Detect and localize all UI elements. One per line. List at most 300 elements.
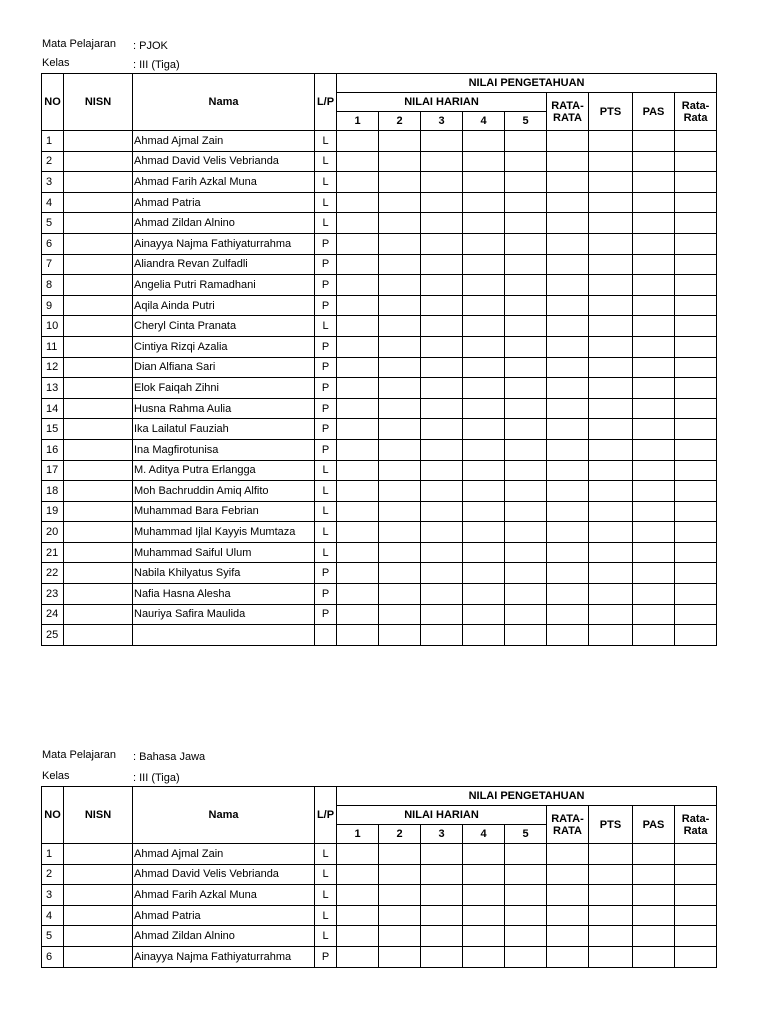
row-lp: L [315,522,337,543]
row-nisn [64,584,133,605]
grade-cell [379,439,421,460]
row-lp: L [315,460,337,481]
grade-cell [589,460,633,481]
grade-cell [421,316,463,337]
grade-cell [421,542,463,563]
grade-cell [505,501,547,522]
grade-cell [463,885,505,906]
grade-cell [589,295,633,316]
grade-cell [505,926,547,947]
grade-cell [547,172,589,193]
row-nisn [64,522,133,543]
grade-cell [633,946,675,967]
grade-cell [675,295,717,316]
row-no: 3 [42,885,64,906]
row-lp: P [315,419,337,440]
table-row [42,481,717,502]
grade-cell [379,172,421,193]
row-no: 6 [42,233,64,254]
grade-cell [421,604,463,625]
grade-cell [379,378,421,399]
grade-cell [633,501,675,522]
row-lp: L [315,844,337,865]
row-lp: L [315,172,337,193]
grade-cell [379,542,421,563]
header-nisn: NISN [64,74,133,131]
grade-cell [633,336,675,357]
grade-cell [379,213,421,234]
grade-cell [675,213,717,234]
row-no: 1 [42,844,64,865]
row-nisn [64,604,133,625]
row-lp [315,625,337,646]
grade-cell [463,172,505,193]
grade-cell [421,905,463,926]
row-lp: P [315,254,337,275]
row-nama: Ina Magfirotunisa [133,439,315,460]
table-row [42,254,717,275]
grade-cell [379,522,421,543]
row-nisn [64,501,133,522]
grade-cell [337,213,379,234]
grade-cell [589,439,633,460]
grade-cell [337,905,379,926]
row-no: 5 [42,926,64,947]
row-nisn [64,213,133,234]
row-nama: Nafia Hasna Alesha [133,584,315,605]
grade-cell [675,885,717,906]
grade-cell [337,844,379,865]
grade-cell [675,151,717,172]
grade-cell [379,254,421,275]
grade-cell [379,926,421,947]
table-row [42,336,717,357]
header-nama: Nama [133,787,315,844]
grade-cell [505,885,547,906]
header-rata-rata: Rata- Rata [675,806,717,844]
grade-cell [463,501,505,522]
grade-cell [505,439,547,460]
grade-cell [463,233,505,254]
grade-cell [675,336,717,357]
kelas-label: Kelas [42,770,70,782]
row-nisn [64,885,133,906]
grade-cell [589,604,633,625]
grade-cell [633,625,675,646]
row-lp: L [315,481,337,502]
grade-cell [547,501,589,522]
row-nama: Elok Faiqah Zihni [133,378,315,399]
grade-cell [589,584,633,605]
grade-cell [505,460,547,481]
row-lp: P [315,604,337,625]
grade-cell [379,604,421,625]
grade-cell [633,542,675,563]
grade-cell [379,233,421,254]
grade-cell [337,542,379,563]
grade-cell [337,295,379,316]
grade-cell [337,460,379,481]
row-nama: M. Aditya Putra Erlangga [133,460,315,481]
grade-cell [547,522,589,543]
grade-cell [675,501,717,522]
grade-cell [421,522,463,543]
grade-cell [675,275,717,296]
row-lp: L [315,885,337,906]
grade-cell [589,481,633,502]
grade-cell [633,192,675,213]
row-nisn [64,844,133,865]
grade-cell [633,905,675,926]
header-pts: PTS [589,806,633,844]
grade-cell [675,844,717,865]
grade-cell [675,522,717,543]
header-nilai-pengetahuan: NILAI PENGETAHUAN [337,787,717,806]
grade-cell [505,604,547,625]
grade-cell [421,864,463,885]
grade-cell [337,625,379,646]
table-row [42,439,717,460]
row-lp: L [315,926,337,947]
header-pas: PAS [633,806,675,844]
row-nisn [64,275,133,296]
grade-cell [421,378,463,399]
grade-cell [421,946,463,967]
grade-cell [633,844,675,865]
header-harian-3: 3 [421,112,463,131]
kelas-value: : III (Tiga) [133,59,180,71]
grade-cell [589,563,633,584]
row-nama: Ahmad Patria [133,905,315,926]
grade-cell [633,316,675,337]
grade-cell [589,885,633,906]
row-nama: Ainayya Najma Fathiyaturrahma [133,233,315,254]
row-nisn [64,378,133,399]
mapel-value: : PJOK [133,40,168,52]
row-nisn [64,151,133,172]
table-row [42,213,717,234]
grade-cell [589,378,633,399]
grade-cell [337,233,379,254]
grade-cell [547,625,589,646]
row-lp: L [315,542,337,563]
grade-cell [421,563,463,584]
header-harian-4: 4 [463,112,505,131]
row-nisn [64,172,133,193]
row-nisn [64,254,133,275]
grade-cell [633,604,675,625]
grade-cell [379,357,421,378]
grade-cell [589,844,633,865]
grade-cell [421,460,463,481]
grade-cell [421,419,463,440]
grade-cell [463,542,505,563]
table-row [42,584,717,605]
row-no: 4 [42,905,64,926]
row-no: 13 [42,378,64,399]
grade-cell [463,460,505,481]
row-nisn [64,316,133,337]
row-nisn [64,946,133,967]
grade-cell [589,192,633,213]
grade-cell [337,316,379,337]
grade-cell [421,192,463,213]
grade-cell [379,625,421,646]
header-lp: L/P [315,787,337,844]
row-lp: L [315,905,337,926]
row-no: 16 [42,439,64,460]
table-row [42,946,717,967]
row-lp: L [315,192,337,213]
grade-cell [547,584,589,605]
row-no: 4 [42,192,64,213]
row-nama: Ahmad David Velis Vebrianda [133,864,315,885]
grade-cell [463,192,505,213]
grade-cell [675,905,717,926]
grade-cell [547,213,589,234]
row-nama: Husna Rahma Aulia [133,398,315,419]
row-nisn [64,233,133,254]
grade-cell [547,864,589,885]
row-nisn [64,439,133,460]
grade-cell [463,398,505,419]
grade-cell [589,275,633,296]
grade-cell [505,625,547,646]
grade-cell [505,419,547,440]
grade-cell [675,946,717,967]
row-lp: L [315,213,337,234]
grade-cell [547,357,589,378]
grade-cell [675,357,717,378]
grade-cell [633,378,675,399]
row-nama: Angelia Putri Ramadhani [133,275,315,296]
grade-cell [547,398,589,419]
row-nisn [64,625,133,646]
grade-cell [589,316,633,337]
grade-cell [463,131,505,152]
row-lp: P [315,946,337,967]
header-harian-5: 5 [505,112,547,131]
grade-cell [505,192,547,213]
table-row [42,316,717,337]
grade-cell [379,336,421,357]
grade-cell [547,316,589,337]
grade-cell [463,604,505,625]
grade-cell [589,336,633,357]
header-no: NO [42,74,64,131]
grade-cell [589,864,633,885]
grade-cell [463,275,505,296]
grade-cell [675,192,717,213]
row-no: 10 [42,316,64,337]
row-no: 12 [42,357,64,378]
row-nisn [64,864,133,885]
header-rata-rata-upper: RATA- RATA [547,806,589,844]
grade-cell [547,151,589,172]
grade-cell [505,172,547,193]
grade-cell [505,131,547,152]
row-nama: Muhammad Bara Febrian [133,501,315,522]
row-nisn [64,542,133,563]
row-nama: Muhammad Saiful Ulum [133,542,315,563]
table-row [42,501,717,522]
grade-cell [547,604,589,625]
row-nisn [64,336,133,357]
row-nisn [64,460,133,481]
mapel-value: : Bahasa Jawa [133,751,206,763]
grade-cell [463,844,505,865]
grade-cell [633,172,675,193]
mapel-label: Mata Pelajaran [42,749,116,761]
grade-cell [633,275,675,296]
grade-cell [421,131,463,152]
header-harian-3: 3 [421,825,463,844]
table-row [42,275,717,296]
grade-cell [463,563,505,584]
grade-cell [463,378,505,399]
row-no: 9 [42,295,64,316]
grade-cell [547,295,589,316]
kelas-label: Kelas [42,57,70,69]
header-nama: Nama [133,74,315,131]
grade-cell [463,336,505,357]
row-nama: Ahmad Farih Azkal Muna [133,172,315,193]
grade-cell [337,357,379,378]
header-harian-1: 1 [337,112,379,131]
table-row [42,604,717,625]
grade-cell [463,926,505,947]
grade-cell [547,336,589,357]
grade-cell [633,151,675,172]
header-rata-rata: Rata- Rata [675,93,717,131]
row-lp: L [315,151,337,172]
grade-cell [589,946,633,967]
row-no: 23 [42,584,64,605]
grade-cell [421,844,463,865]
row-no: 25 [42,625,64,646]
row-lp: P [315,584,337,605]
grade-cell [547,844,589,865]
grade-cell [547,905,589,926]
grade-cell [337,481,379,502]
grade-cell [505,522,547,543]
row-nama: Muhammad Ijlal Kayyis Mumtaza [133,522,315,543]
header-pts: PTS [589,93,633,131]
grade-cell [547,926,589,947]
section-2-meta [42,748,342,782]
grade-cell [675,398,717,419]
header-pas: PAS [633,93,675,131]
grade-cell [421,439,463,460]
header-lp: L/P [315,74,337,131]
table-row [42,419,717,440]
row-nama: Moh Bachruddin Amiq Alfito [133,481,315,502]
row-lp: L [315,316,337,337]
grade-cell [337,946,379,967]
grade-cell [547,419,589,440]
grade-cell [633,563,675,584]
row-lp: P [315,275,337,296]
grade-cell [547,378,589,399]
grade-cell [589,522,633,543]
grade-cell [337,398,379,419]
table-row [42,926,717,947]
grade-cell [463,625,505,646]
grade-cell [421,584,463,605]
row-no: 18 [42,481,64,502]
row-nama: Ahmad Ajmal Zain [133,131,315,152]
grade-cell [505,378,547,399]
table-row [42,357,717,378]
grade-cell [505,864,547,885]
row-no: 11 [42,336,64,357]
grade-cell [463,439,505,460]
grade-cell [547,946,589,967]
table-row [42,905,717,926]
grade-cell [505,213,547,234]
grade-cell [421,357,463,378]
row-lp: P [315,398,337,419]
table-row [42,131,717,152]
row-nama: Ahmad Patria [133,192,315,213]
row-lp: P [315,439,337,460]
grade-cell [337,563,379,584]
grade-cell [337,864,379,885]
grade-cell [505,316,547,337]
grade-cell [675,460,717,481]
grade-cell [337,926,379,947]
grade-cell [463,481,505,502]
grade-cell [589,213,633,234]
grade-cell [505,275,547,296]
grade-cell [633,481,675,502]
grade-cell [675,254,717,275]
grade-cell [379,151,421,172]
row-nama: Ahmad Ajmal Zain [133,844,315,865]
header-rata-rata-upper: RATA- RATA [547,93,589,131]
row-nisn [64,192,133,213]
grade-cell [337,151,379,172]
grade-cell [675,926,717,947]
kelas-value: : III (Tiga) [133,772,180,784]
row-nama: Ika Lailatul Fauziah [133,419,315,440]
table-row [42,378,717,399]
row-nama: Nabila Khilyatus Syifa [133,563,315,584]
grade-cell [463,151,505,172]
row-nisn [64,481,133,502]
row-nisn [64,357,133,378]
header-nilai-harian: NILAI HARIAN [337,806,547,825]
grade-cell [633,926,675,947]
grade-cell [547,563,589,584]
header-no: NO [42,787,64,844]
grade-cell [633,398,675,419]
grade-cell [633,864,675,885]
row-lp: P [315,336,337,357]
row-lp: P [315,357,337,378]
row-nama: Aliandra Revan Zulfadli [133,254,315,275]
grade-cell [337,172,379,193]
grade-table-1 [41,73,717,646]
row-no: 5 [42,213,64,234]
table-row [42,542,717,563]
grade-cell [675,233,717,254]
grade-cell [633,233,675,254]
row-nama: Cintiya Rizqi Azalia [133,336,315,357]
grade-cell [633,522,675,543]
grade-cell [337,419,379,440]
grade-cell [421,295,463,316]
